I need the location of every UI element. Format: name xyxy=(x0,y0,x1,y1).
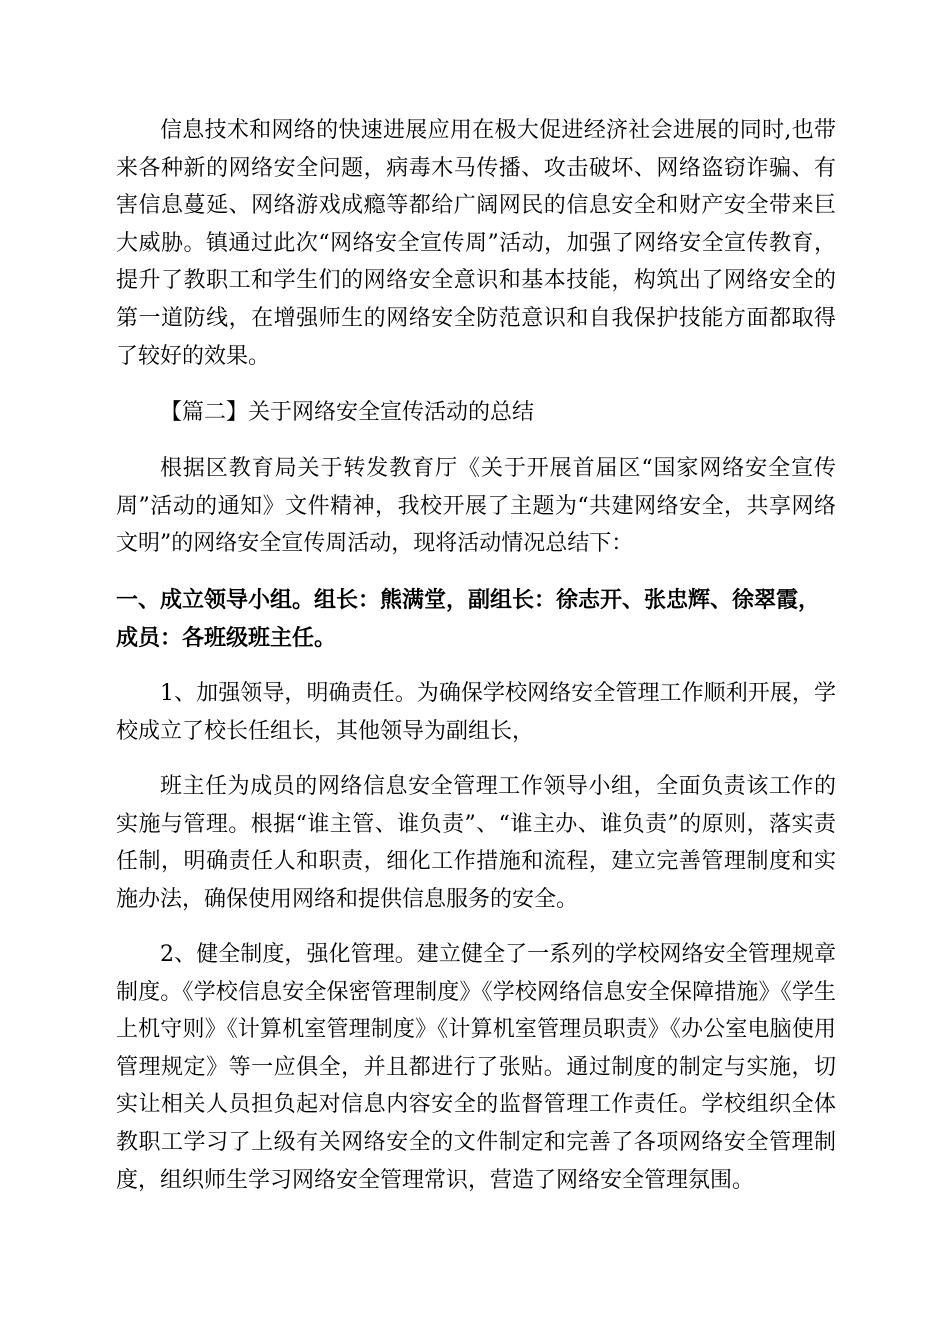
leadership-group-heading: 一、成立领导小组。组长：熊满堂，副组长：徐志开、张忠辉、徐翠霞，成员：各班级班主任。 xyxy=(116,588,821,651)
summary-intro-paragraph: 根据区教育局关于转发教育厅《关于开展首届区“国家网络安全宣传周”活动的通知》文件精神，我校开展了主题为“共建网络安全，共享网络文明”的网络安全宣传周活动，现将活动情况总结下： xyxy=(116,456,836,557)
section-title: 【篇二】关于网络安全宣传活动的总结 xyxy=(160,400,535,425)
item-1-continued-paragraph: 班主任为成员的网络信息安全管理工作领导小组，全面负责该工作的实施与管理。根据“谁主管、谁负责”、“谁主办、谁负责”的原则，落实责任制，明确责任人和职责，细化工作措施和流程，建立完善管理制度和实施办法，确保使用网络和提供信息服务的安全。 xyxy=(116,774,836,912)
intro-paragraph: 信息技术和网络的快速进展应用在极大促进经济社会进展的同时,也带来各种新的网络安全问题，病毒木马传播、攻击破坏、网络盗窃诈骗、有害信息蔓延、网络游戏成瘾等都给广阔网民的信息安全和财产安全带来巨大威胁。镇通过此次“网络安全宣传周”活动，加强了网络安全宣传教育，提升了教职工和学生们的网络安全意识和基本技能，构筑出了网络安全的第一道防线，在增强师生的网络安全防范意识和自我保护技能方面都取得了较好的效果。 xyxy=(116,118,836,369)
item-2-paragraph: 2、健全制度，强化管理。建立健全了一系列的学校网络安全管理规章制度。《学校信息安全保密管理制度》《学校网络信息安全保障措施》《学生上机守则》《计算机室管理制度》《计算机室管理员职责》《办公室电脑使用管理规定》等一应俱全，并且都进行了张贴。通过制度的制定与实施，切实让相关人员担负起对信息内容安全的监督管理工作责任。学校组织全体教职工学习了上级有关网络安全的文件制定和完善了各项网络安全管理制度，组织师生学习网络安全管理常识，营造了网络安全管理氛围。 xyxy=(116,942,836,1193)
item-1-paragraph: 1、加强领导，明确责任。为确保学校网络安全管理工作顺利开展，学校成立了校长任组长，其他领导为副组长， xyxy=(116,681,836,744)
